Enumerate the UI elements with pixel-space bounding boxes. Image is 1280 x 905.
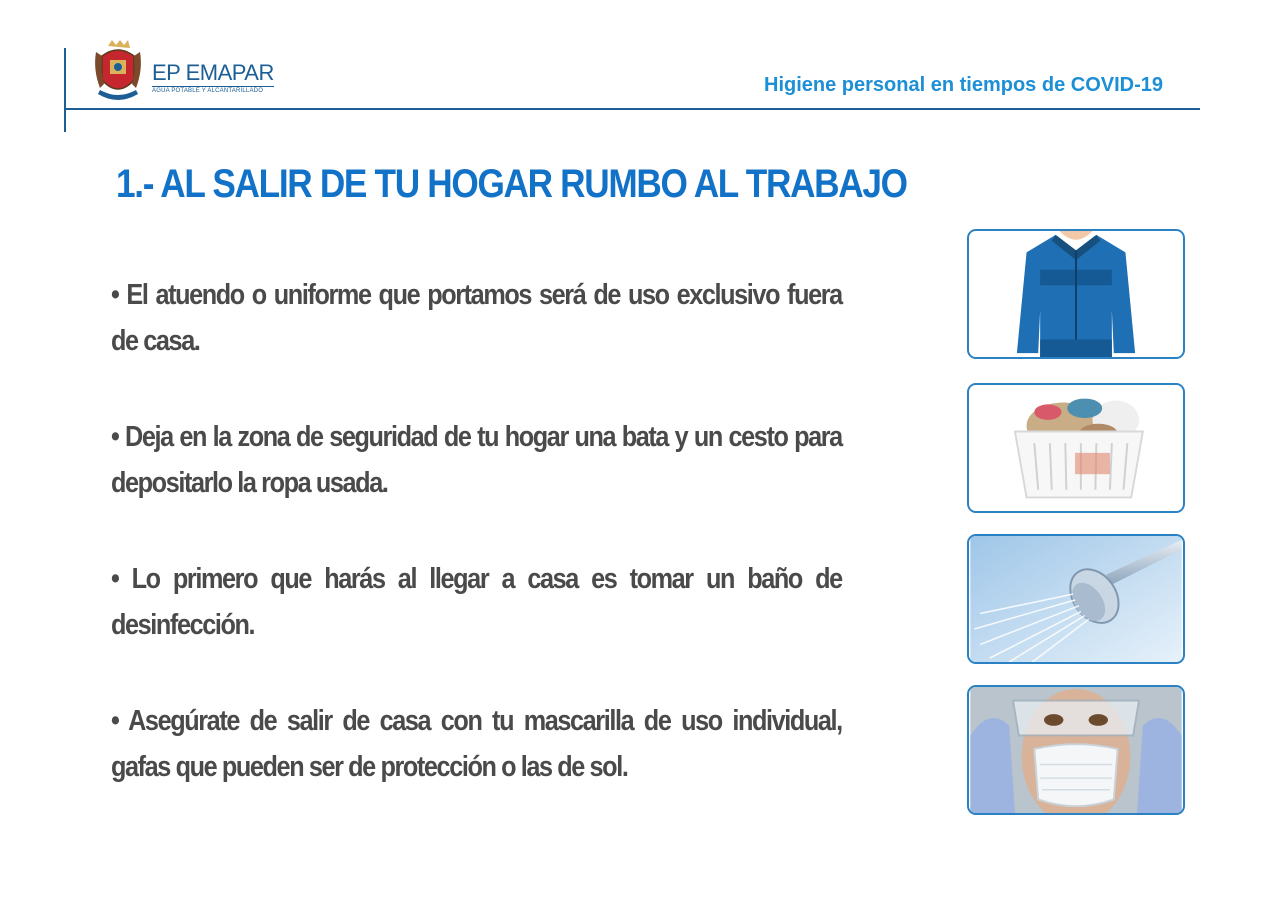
bullet-item: • El atuendo o uniforme que portamos será de uso exclusivo fuera de casa. [111, 279, 842, 357]
header-title: Higiene personal en tiempos de COVID-19 [764, 74, 1163, 96]
slide-title: 1.- AL SALIR DE TU HOGAR RUMBO AL TRABAJO [116, 162, 907, 206]
face-mask-goggles-icon [969, 687, 1183, 813]
shower-head-image [967, 534, 1185, 664]
brand [152, 62, 274, 94]
laundry-basket-icon [969, 385, 1183, 511]
coat-of-arms-logo [92, 40, 144, 106]
bullet-item: • Deja en la zona de seguridad de tu hogar una bata y un cesto para depositarlo la ropa usada. [111, 421, 842, 499]
uniform-jacket-image [967, 229, 1185, 359]
bullet-item: • Asegúrate de salir de casa con tu mascarilla de uso individual, gafas que pueden ser de protección o las de sol. [111, 705, 842, 783]
header-vertical-line [64, 48, 66, 132]
bullet-item: • Lo primero que harás al llegar a casa es tomar un baño de desinfección. [111, 563, 842, 641]
brand-name: EP EMAPAR [152, 60, 274, 85]
laundry-basket-image [967, 383, 1185, 513]
bullet-list [111, 272, 841, 840]
face-mask-goggles-image [967, 685, 1185, 815]
header-divider [64, 108, 1200, 110]
uniform-jacket-icon [969, 231, 1183, 357]
brand-tagline: AGUA POTABLE Y ALCANTARILLADO [152, 86, 274, 94]
shower-head-icon [969, 536, 1183, 662]
